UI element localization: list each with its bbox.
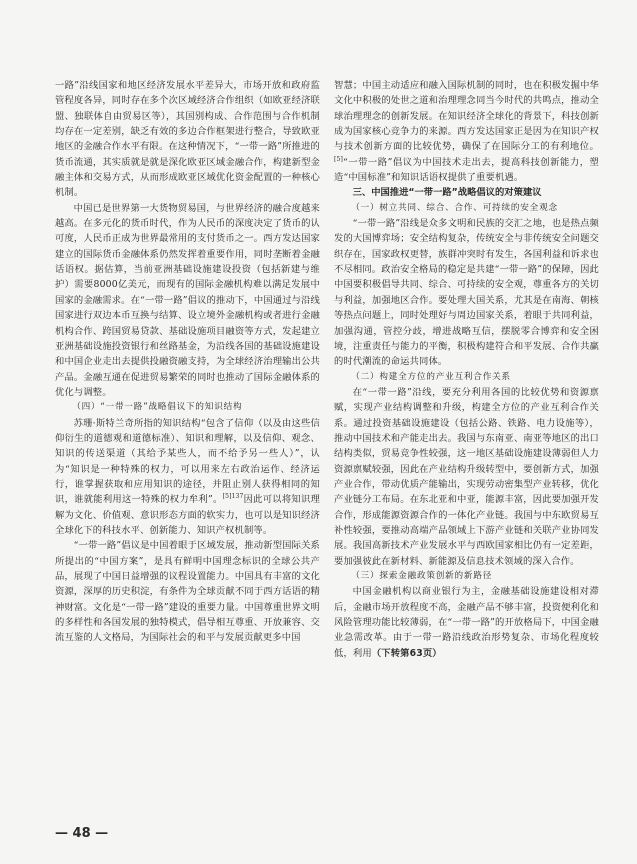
citation-ref: [5]137 xyxy=(222,493,244,501)
right-paragraph-4-text: 中国金融机构以商业银行为主，金融基础设施建设相对滞后，金融市场开放程度不高，金融产品不够丰富，投资便利化和风险管理功能比较薄弱，在“一带一路”的开放格局下，中国金融业急需改革。由于一带一路沿线政治形势复杂、市场化程度较低，利用 xyxy=(334,586,599,659)
left-paragraph-3 xyxy=(55,416,320,539)
subsection-heading-industry: （二）构建全方位的产业互利合作关系 xyxy=(351,371,511,382)
section-heading-knowledge-structure: （四）“一带一路”战略倡议下的知识结构 xyxy=(72,402,243,413)
left-paragraph-3-text-b: 因此可以将知识理解为文化、价值观、意识形态方面的软实力，也可以是知识经济全球化下的科技水平、创新能力、知识产权机制等。 xyxy=(55,494,321,536)
right-paragraph-3: 在“一带一路”沿线，要充分利用各国的比较优势和资源禀赋，实现产业结构调整和升级，构建全方位的产业互利合作关系。通过投资基础设施建设（包括公路、铁路、电力设施等），推动中国技术和产能走出去。我国与东南亚、南亚等地区的出口结构类似，贸易竞争性较强，这一地区基础设施建设薄弱但人力资源禀赋较强，因此在产业结构升级转型中，要创新方式，加强产业合作，带动优质产能输出，实现劳动密集型产业转移，优化产业链分工布局。在东北亚和中亚，能源丰富，因此要加强开发合作，形成能源资源合作的一体化产业链。我国与中东欧贸易互补性较强，要推动高端产品领域上下游产业链和关联产业协同发展。我国高新技术产业发展水平与西欧国家相比仍有一定差距，要加强彼此在新材料、新能源及信息技术领域的深入合作。 xyxy=(334,386,599,567)
right-paragraph-2: “一带一路”沿线是众多文明和民族的交汇之地，也是热点频发的大国博弈场；安全结构复杂，传统安全与非传统安全问题交织存在，国家政权更替，族群冲突时有发生，各国利益和诉求也不尽相同。政治安全格局的稳定是共建“一带一路”的保障，因此中国要积极倡导共同、综合、可持续的安全观，尊重各方的关切与利益，加强地区合作。要处理大国关系，尤其是在南海、朝核等热点问题上，同时处理好与周边国家关系，着眼于共同利益，加强沟通，管控分歧，增进战略互信，摆脱零合博弈和安全困境，注重责任与能力的平衡，积极构建符合和平发展、合作共赢的时代潮流的命运共同体。 xyxy=(334,218,599,368)
continued-note: （下转第63页） xyxy=(371,647,442,659)
left-column xyxy=(55,78,320,646)
right-paragraph-4 xyxy=(334,584,599,661)
left-paragraph-1: 一路”沿线国家和地区经济发展水平差异大，市场开放和政府监管程度各异，同时存在多个次区域经济合作组织（如欧亚经济联盟、独联体自由贸易区等），其国别构成、合作范围与合作机制均存在一定差别，缺乏有效的多边合作框架进行整合，导致欧亚地区的金融合作水平有限。在这种情况下，“一带一路”所推进的货币流通，其实质就是就是深化欧亚区域金融合作，构建新型金融主体和交易方式，从而形成欧亚区域优化资金配置的一种核心机制。 xyxy=(55,80,320,199)
citation-ref: [5] xyxy=(334,155,343,163)
right-column xyxy=(334,78,599,661)
page-number: — 48 — xyxy=(55,826,109,841)
right-paragraph-1-text-b: “一带一路”倡议为中国技术走出去，提高科技创新能力，塑造“中国标准”和知识话语权提供了重要机遇。 xyxy=(334,156,599,184)
section-heading-countermeasures: 三、中国推进“一带一路”战略倡议的对策建议 xyxy=(352,187,542,199)
right-paragraph-1-text-a: 智慧；中国主动适应和融入国际机制的同时，也在积极发掘中华文化中积极的处世之道和治理理念同当今时代的共鸣点，推动全球治理理念的创新发展。在知识经济全球化的背景下，科技创新成为国家核心竞争力的来源。西方发达国家正是因为在知识产权与技术创新方面的比较优势，确保了在国际分工的有利地位。 xyxy=(334,80,599,153)
left-paragraph-4: “一带一路”倡议是中国着眼于区域发展，推动新型国际关系所提出的“中国方案”，是具有鲜明中国理念标识的全球公共产品，展现了中国日益增强的议程设置能力。中国具有丰富的文化资源，深厚的历史积淀，有条件为全球贡献不同于西方话语的精神财富。文化是“一带一路”建设的重要力量。中国尊重世界文明的多样性和各国发展的独特模式，倡导相互尊重、开放兼容、交流互鉴的人文格局，为国际社会的和平与发展贡献更多中国 xyxy=(55,540,320,644)
subsection-heading-finance: （三）探索金融政策创新的新路径 xyxy=(351,571,493,581)
right-paragraph-1 xyxy=(334,78,599,185)
left-paragraph-2: 中国已是世界第一大货物贸易国，与世界经济的融合度越来越高。在多元化的货币时代，作为人民币的深度决定了货币的认可度，人民币正成为世界最常用的支付货币之一。西方发达国家建立的国际货币金融体系仍然发挥着重要作用，同时垄断着金融话语权。据估算，当前亚洲基础设施建设投资（包括新建与维护）需要8000亿美元，而现有的国际金融机构难以满足发展中国家的金融需求。在“一带一路”倡议的推动下，中国通过与沿线国家进行双边本币互换与结算、设立境外金融机构或者进行金融机构合作、跨国贸易贷款、基础设施项目融资等方式，发起建立亚洲基础设施投资银行和丝路基金，为沿线各国的基础设施建设和中国企业走出去提供投融资融支持，为全球经济治理输出公共产品。金融互通在促进贸易繁荣的同时也推动了国际金融体系的优化与调整。 xyxy=(55,202,320,398)
subsection-heading-security: （一）树立共同、综合、合作、可持续的安全观念 xyxy=(351,202,558,213)
left-paragraph-3-text-a: 苏珊·斯特兰奇所指的知识结构“包含了信仰（以及由这些信仰衍生的道德观和道德标准）、知识和理解，以及信仰、观念、知识的传送渠道（其给予某些人，而不给予另一些人）”，认为“知识是一种特殊的权力，可以用来左右政治运作、经济运行，谁掌握获取和应用知识的途径，并阻止别人获得相同的知识，谁就能利用这一特殊的权力牟利”。 xyxy=(55,417,320,506)
